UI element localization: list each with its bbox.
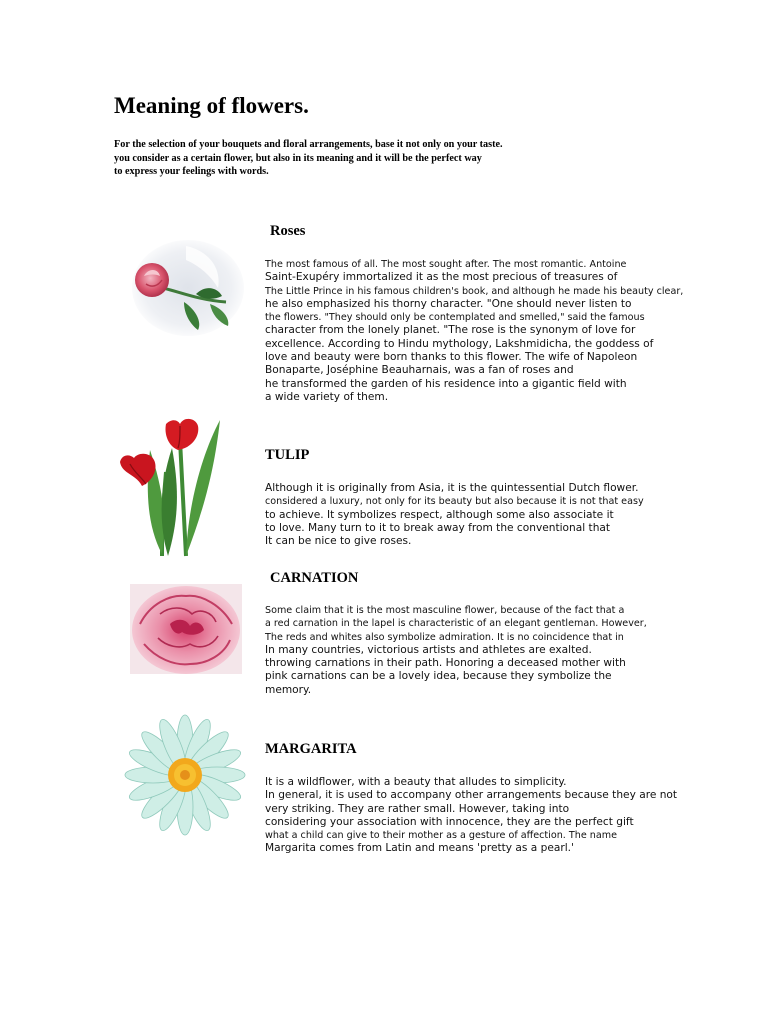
paragraph-line: Bonaparte, Joséphine Beauharnais, was a fan of roses and — [265, 364, 574, 377]
paragraph-line: considering your association with innocence, they are the perfect gift — [265, 815, 634, 828]
paragraph-line: excellence. According to Hindu mythology, Lakshmidicha, the goddess of — [265, 337, 654, 350]
paragraph-line: what a child can give to their mother as a gesture of affection. The name — [265, 830, 617, 842]
paragraph-line: he also emphasized his thorny character. "One should never listen to — [265, 297, 632, 310]
page-title: Meaning of flowers. — [114, 93, 309, 118]
tulip-image — [116, 414, 226, 559]
carnation-image — [130, 584, 242, 674]
paragraph-line: Although it is originally from Asia, it is the quintessential Dutch flower. — [265, 482, 639, 494]
intro-line: to express your feelings with words. — [114, 166, 269, 177]
paragraph-line: The Little Prince in his famous children's book, and although he made his beauty clear, — [265, 285, 684, 297]
paragraph-line: Saint-Exupéry immortalized it as the most precious of treasures of — [265, 271, 618, 284]
paragraph-line: he transformed the garden of his residence into a gigantic field with — [265, 377, 627, 390]
paragraph-line: In many countries, victorious artists and athletes are exalted. — [265, 643, 592, 656]
section-body-carnation — [265, 604, 690, 697]
paragraph-line: The reds and whites also symbolize admiration. It is no coincidence that in — [265, 631, 624, 643]
paragraph-line: pink carnations can be a lovely idea, because they symbolize the — [265, 670, 612, 683]
paragraph-line: to achieve. It symbolizes respect, although some also associate it — [265, 508, 614, 521]
rose-image — [126, 236, 246, 341]
paragraph-line: Some claim that it is the most masculine flower, because of the fact that a — [265, 605, 625, 616]
paragraph-line: love and beauty were born thanks to this flower. The wife of Napoleon — [265, 351, 638, 364]
section-body-tulip — [265, 482, 690, 548]
paragraph-line: very striking. They are rather small. However, taking into — [265, 802, 570, 815]
paragraph-line: to love. Many turn to it to break away from the conventional that — [265, 521, 611, 534]
intro-line: For the selection of your bouquets and floral arrangements, base it not only on your taste. — [114, 139, 503, 150]
section-title-margarita: MARGARITA — [265, 741, 357, 757]
section-body-margarita — [265, 776, 690, 856]
paragraph-line: a wide variety of them. — [265, 390, 389, 403]
paragraph-line: a red carnation in the lapel is characteristic of an elegant gentleman. However, — [265, 618, 647, 630]
paragraph-line: In general, it is used to accompany other arrangements because they are not — [265, 789, 678, 802]
paragraph-line: memory. — [265, 683, 312, 696]
intro-paragraph — [114, 138, 554, 179]
daisy-image — [124, 714, 246, 836]
section-title-roses: Roses — [270, 223, 306, 239]
section-body-roses — [265, 258, 690, 404]
paragraph-line: The most famous of all. The most sought after. The most romantic. Antoine — [265, 259, 627, 270]
section-title-carnation: CARNATION — [270, 570, 359, 586]
intro-line: you consider as a certain flower, but also in its meaning and it will be the perfect way — [114, 152, 482, 164]
paragraph-line: Margarita comes from Latin and means 'pretty as a pearl.' — [265, 842, 574, 855]
paragraph-line: It can be nice to give roses. — [265, 535, 412, 548]
paragraph-line: the flowers. "They should only be contemplated and smelled," said the famous — [265, 312, 645, 324]
paragraph-line: It is a wildflower, with a beauty that alludes to simplicity. — [265, 776, 567, 788]
paragraph-line: throwing carnations in their path. Honoring a deceased mother with — [265, 657, 626, 670]
paragraph-line: considered a luxury, not only for its beauty but also because it is not that easy — [265, 496, 644, 508]
section-title-tulip: TULIP — [265, 447, 310, 463]
paragraph-line: character from the lonely planet. "The rose is the synonym of love for — [265, 324, 636, 337]
